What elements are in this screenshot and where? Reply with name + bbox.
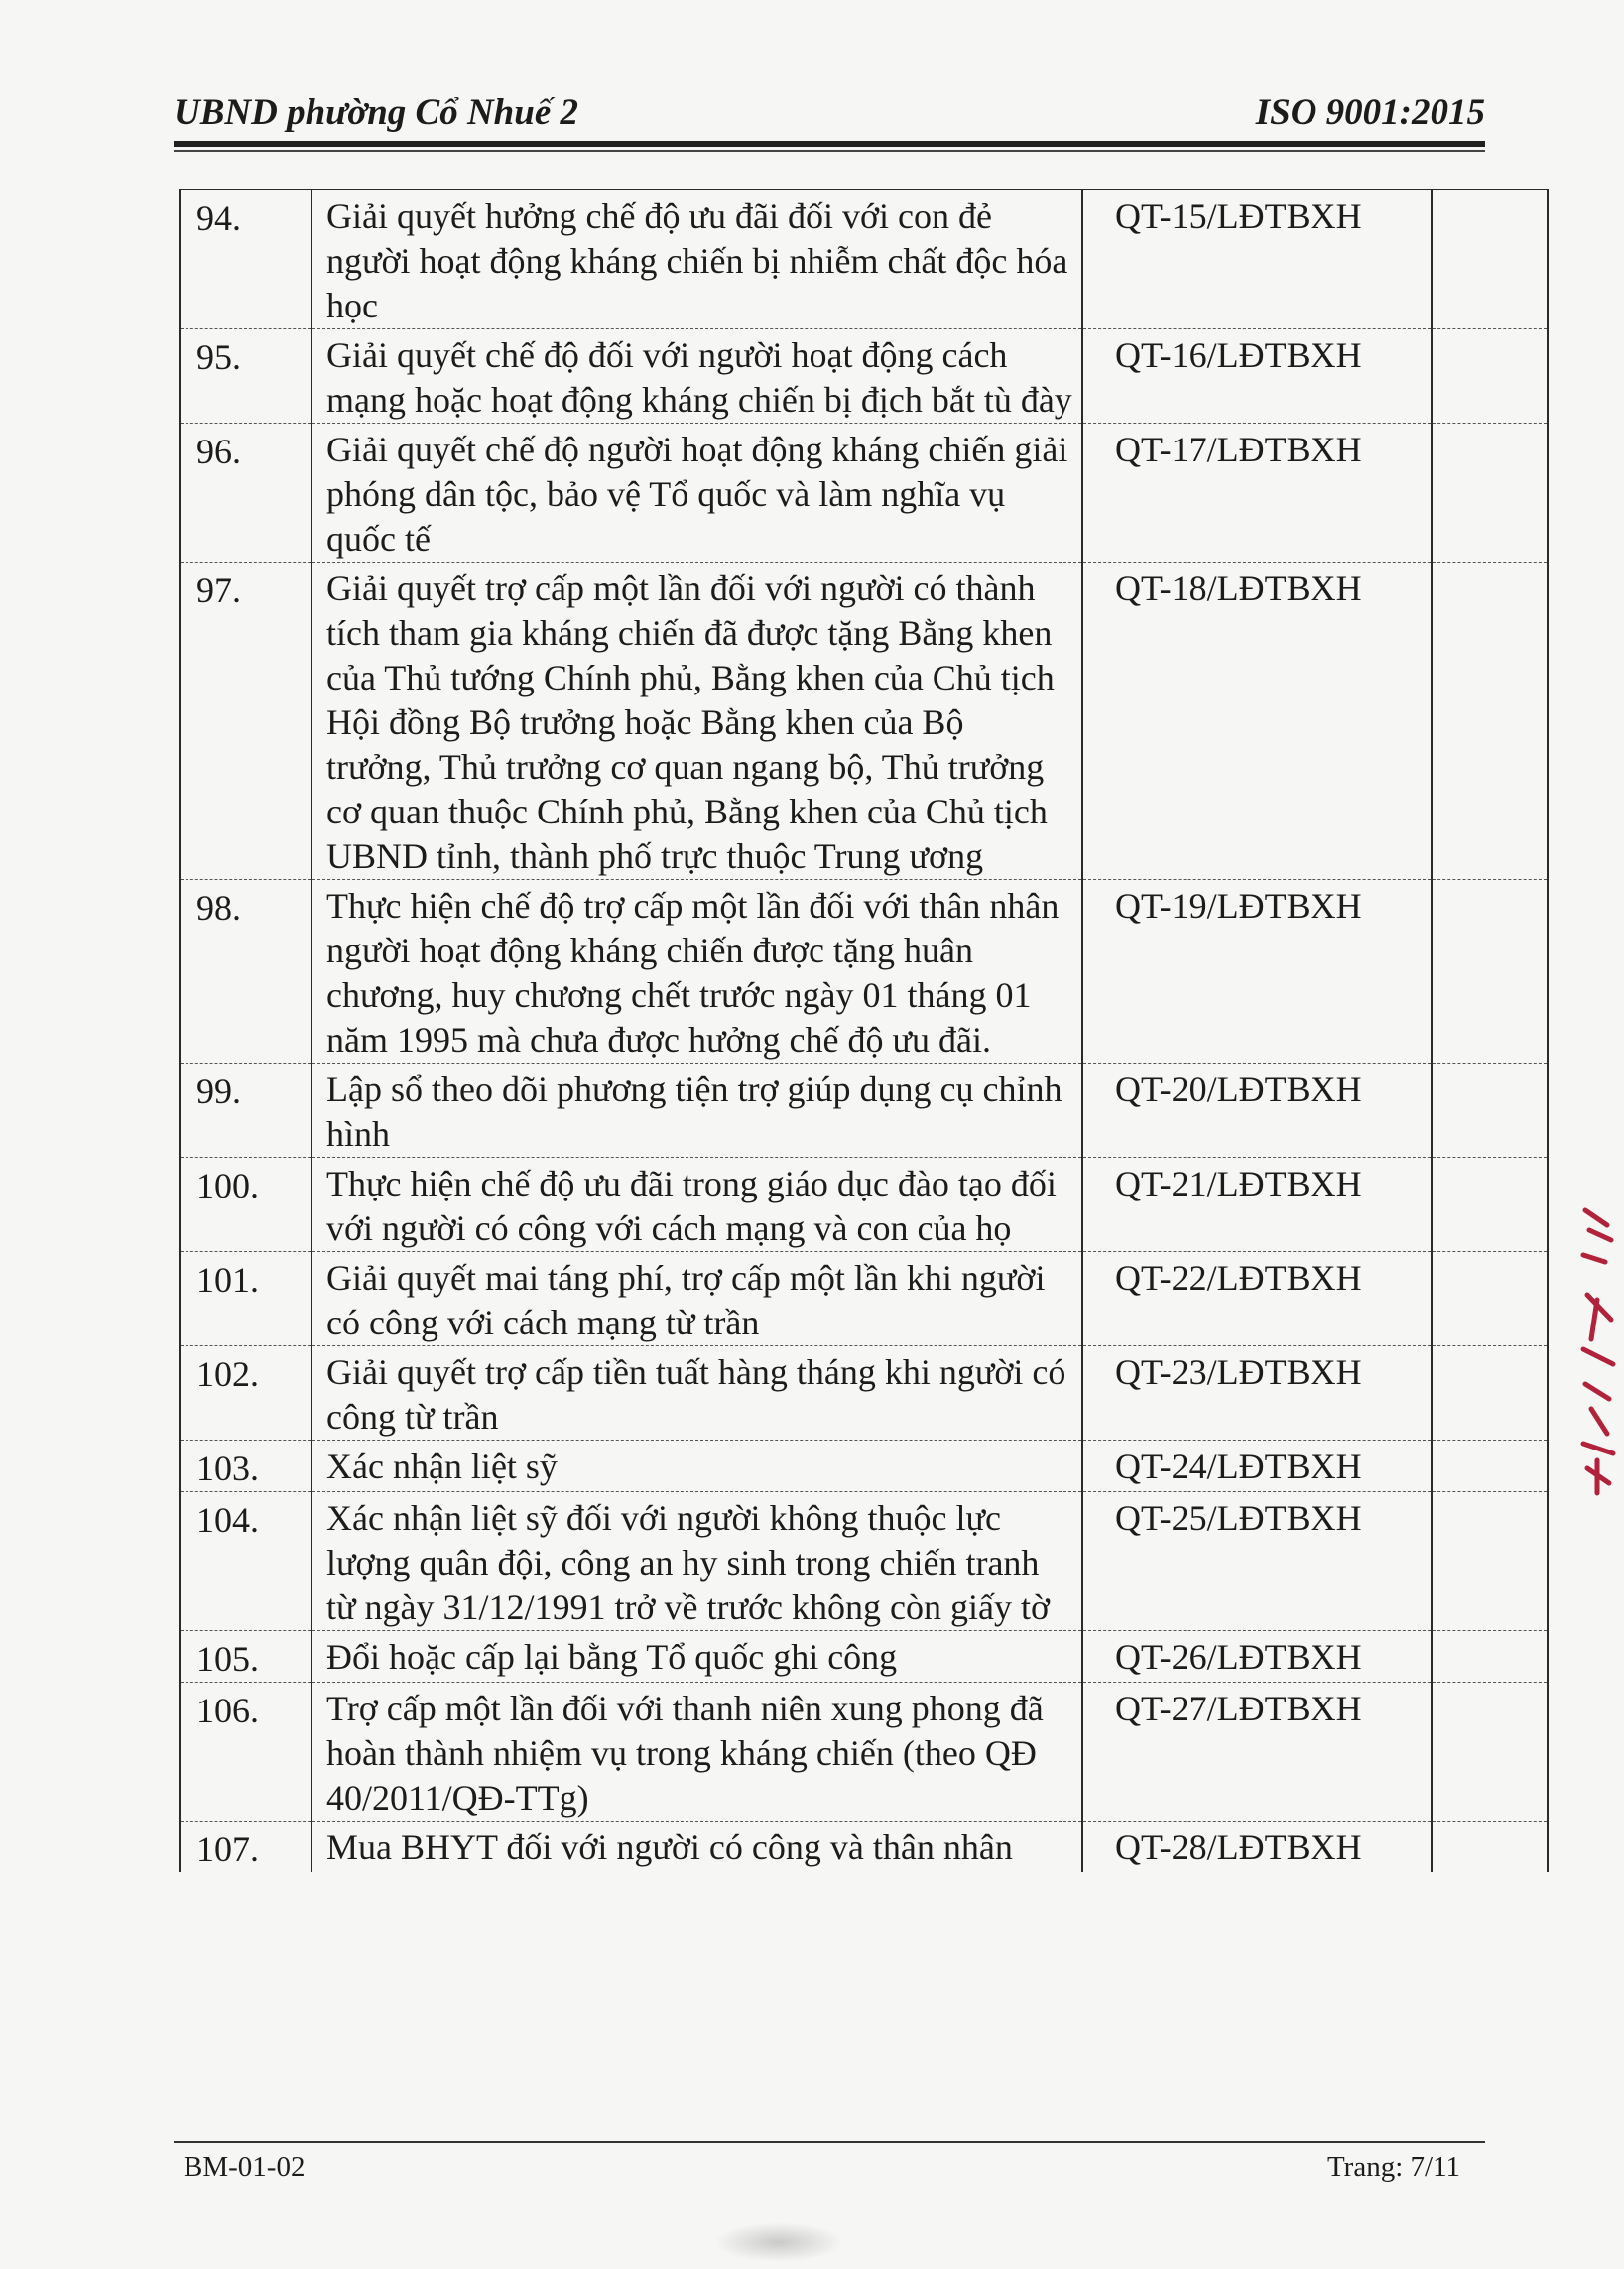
row-number: 107. [180,1822,312,1873]
table-row [180,1252,1548,1346]
row-note [1432,1346,1548,1441]
table-row [180,1441,1548,1492]
procedure-code: QT-23/LĐTBXH [1082,1346,1432,1441]
table-row [180,189,1548,329]
procedure-name: Thực hiện chế độ trợ cấp một lần đối với thân nhân người hoạt động kháng chiến được tặng huân chương, huy chương chết trước ngày 01 tháng 01 năm 1995 mà chưa được hưởng chế độ ưu đãi. [312,880,1082,1064]
procedure-name: Thực hiện chế độ ưu đãi trong giáo dục đào tạo đối với người có công với cách mạng và con của họ [312,1158,1082,1252]
procedure-name: Giải quyết chế độ người hoạt động kháng chiến giải phóng dân tộc, bảo vệ Tổ quốc và làm nghĩa vụ quốc tế [312,424,1082,563]
procedure-name: Trợ cấp một lần đối với thanh niên xung phong đã hoàn thành nhiệm vụ trong kháng chiến (theo QĐ 40/2011/QĐ-TTg) [312,1683,1082,1822]
footer-form-code: BM-01-02 [184,2151,306,2183]
table-row [180,1158,1548,1252]
header-rule-thin [174,150,1485,152]
scan-smudge [714,2222,843,2262]
header-iso-standard: ISO 9001:2015 [1255,92,1485,133]
procedure-table [179,189,1549,1872]
row-number: 106. [180,1683,312,1822]
footer-page-number: Trang: 7/11 [1326,2151,1460,2183]
footer-rule [174,2141,1485,2143]
table-row [180,880,1548,1064]
row-note [1432,1158,1548,1252]
procedure-name: Đổi hoặc cấp lại bằng Tổ quốc ghi công [312,1631,1082,1683]
procedure-name: Giải quyết hưởng chế độ ưu đãi đối với con đẻ người hoạt động kháng chiến bị nhiễm chất độc hóa học [312,189,1082,329]
table-row [180,1492,1548,1631]
row-note [1432,189,1548,329]
procedure-code: QT-16/LĐTBXH [1082,329,1432,424]
row-note [1432,1252,1548,1346]
table-row [180,1631,1548,1683]
procedure-name: Giải quyết mai táng phí, trợ cấp một lần khi người có công với cách mạng từ trần [312,1252,1082,1346]
table-row [180,1822,1548,1873]
row-number: 104. [180,1492,312,1631]
row-note [1432,880,1548,1064]
procedure-code: QT-26/LĐTBXH [1082,1631,1432,1683]
header-organization: UBND phường Cổ Nhuế 2 [174,92,578,133]
procedure-name: Giải quyết trợ cấp tiền tuất hàng tháng khi người có công từ trần [312,1346,1082,1441]
procedure-code: QT-21/LĐTBXH [1082,1158,1432,1252]
row-note [1432,563,1548,880]
table-row [180,563,1548,880]
row-note [1432,424,1548,563]
row-number: 102. [180,1346,312,1441]
procedure-code: QT-22/LĐTBXH [1082,1252,1432,1346]
procedure-name: Lập sổ theo dõi phương tiện trợ giúp dụng cụ chỉnh hình [312,1064,1082,1158]
row-number: 103. [180,1441,312,1492]
procedure-code: QT-28/LĐTBXH [1082,1822,1432,1873]
row-note [1432,1492,1548,1631]
procedure-code: QT-15/LĐTBXH [1082,189,1432,329]
row-number: 94. [180,189,312,329]
row-note [1432,329,1548,424]
row-number: 99. [180,1064,312,1158]
row-number: 97. [180,563,312,880]
header-rule-thick [174,141,1485,147]
row-number: 105. [180,1631,312,1683]
procedure-name: Mua BHYT đối với người có công và thân nhân [312,1822,1082,1873]
page-header [174,91,1485,143]
row-number: 101. [180,1252,312,1346]
row-number: 95. [180,329,312,424]
table-row [180,1064,1548,1158]
red-stamp-edge-icon [1577,1200,1619,1498]
row-number: 96. [180,424,312,563]
table-row [180,1683,1548,1822]
procedure-code: QT-25/LĐTBXH [1082,1492,1432,1631]
procedure-code: QT-18/LĐTBXH [1082,563,1432,880]
row-note [1432,1822,1548,1873]
procedure-code: QT-27/LĐTBXH [1082,1683,1432,1822]
procedure-code: QT-17/LĐTBXH [1082,424,1432,563]
row-note [1432,1631,1548,1683]
procedure-name: Xác nhận liệt sỹ [312,1441,1082,1492]
table-row [180,424,1548,563]
procedure-name: Xác nhận liệt sỹ đối với người không thuộc lực lượng quân đội, công an hy sinh trong chiến tranh từ ngày 31/12/1991 trở về trước không còn giấy tờ [312,1492,1082,1631]
procedure-name: Giải quyết trợ cấp một lần đối với người có thành tích tham gia kháng chiến đã được tặng Bằng khen của Thủ tướng Chính phủ, Bằng khen của Chủ tịch Hội đồng Bộ trưởng hoặc Bằng khen của Bộ trưởng, Thủ trưởng cơ quan ngang bộ, Thủ trưởng cơ quan thuộc Chính phủ, Bằng khen của Chủ tịch UBND tỉnh, thành phố trực thuộc Trung ương [312,563,1082,880]
row-number: 100. [180,1158,312,1252]
row-note [1432,1064,1548,1158]
row-note [1432,1441,1548,1492]
row-note [1432,1683,1548,1822]
procedure-name: Giải quyết chế độ đối với người hoạt động cách mạng hoặc hoạt động kháng chiến bị địch bắt tù đày [312,329,1082,424]
table-row [180,1346,1548,1441]
row-number: 98. [180,880,312,1064]
procedure-code: QT-24/LĐTBXH [1082,1441,1432,1492]
procedure-code: QT-19/LĐTBXH [1082,880,1432,1064]
procedure-code: QT-20/LĐTBXH [1082,1064,1432,1158]
table-row [180,329,1548,424]
